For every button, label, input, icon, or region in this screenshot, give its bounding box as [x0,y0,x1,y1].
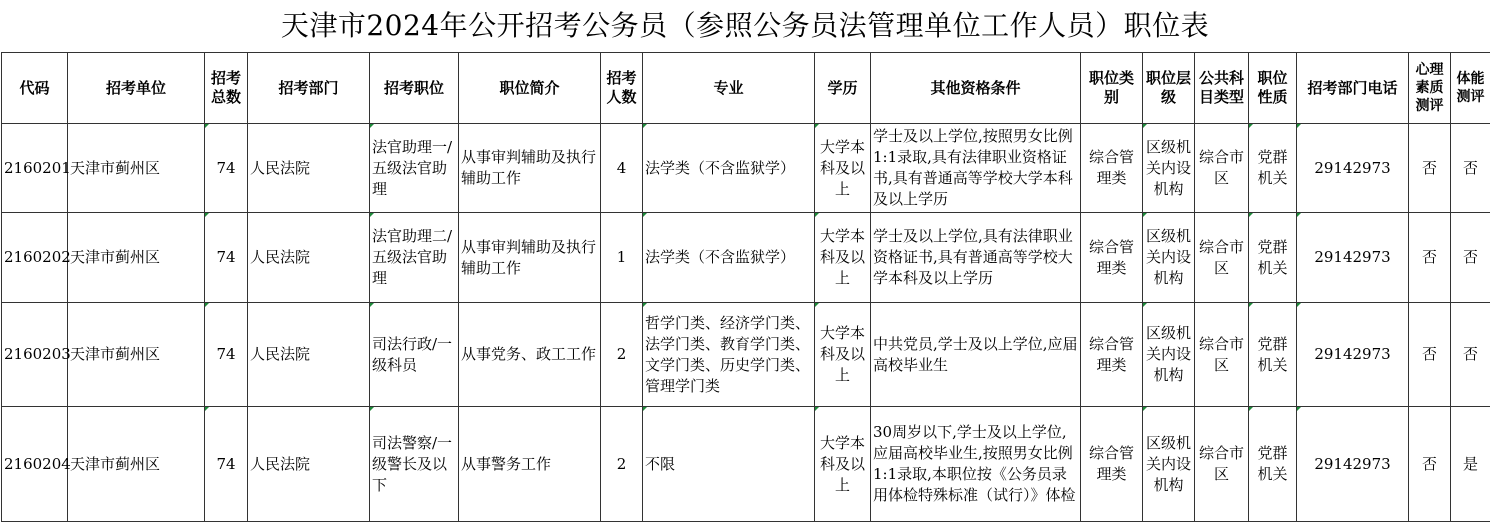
cell-intro: 从事审判辅助及执行辅助工作 [459,124,601,213]
header-category: 职位类别 [1081,53,1143,124]
cell-phone: 29142973 [1297,124,1409,213]
cell-count: 1 [601,213,643,303]
cell-unit: 天津市蓟州区 [68,124,205,213]
cell-psych: 否 [1409,213,1451,303]
header-count: 招考人数 [601,53,643,124]
cell-intro: 从事警务工作 [459,407,601,522]
header-conditions: 其他资格条件 [871,53,1081,124]
cell-total: 74 [205,407,248,522]
cell-nature: 党群机关 [1249,213,1297,303]
cell-category: 综合管理类 [1081,303,1143,407]
cell-position: 法官助理一/五级法官助理 [370,124,459,213]
cell-major: 不限 [643,407,815,522]
cell-physical: 否 [1451,303,1490,407]
cell-category: 综合管理类 [1081,124,1143,213]
cell-position: 法官助理二/五级法官助理 [370,213,459,303]
header-nature: 职位性质 [1249,53,1297,124]
header-subject-type: 公共科目类型 [1195,53,1249,124]
cell-education: 大学本科及以上 [815,124,871,213]
table-row [2,303,1490,407]
cell-conditions: 学士及以上学位,具有法律职业资格证书,具有普通高等学校大学本科及以上学历 [871,213,1081,303]
cell-code: 2160202 [2,213,68,303]
cell-dept: 人民法院 [248,124,370,213]
cell-nature: 党群机关 [1249,303,1297,407]
cell-position: 司法行政/一级科员 [370,303,459,407]
cell-education: 大学本科及以上 [815,213,871,303]
table-row [2,407,1490,522]
positions-table [1,52,1490,522]
cell-level: 区级机关内设机构 [1143,303,1195,407]
cell-physical: 否 [1451,124,1490,213]
cell-dept: 人民法院 [248,407,370,522]
cell-subject-type: 综合市区 [1195,303,1249,407]
table-row [2,124,1490,213]
cell-physical: 是 [1451,407,1490,522]
header-unit: 招考单位 [68,53,205,124]
cell-psych: 否 [1409,124,1451,213]
cell-code: 2160201 [2,124,68,213]
cell-unit: 天津市蓟州区 [68,303,205,407]
page-title: 天津市2024年公开招考公务员（参照公务员法管理单位工作人员）职位表 [280,9,1210,42]
cell-psych: 否 [1409,303,1451,407]
header-physical: 体能测评 [1451,53,1490,124]
cell-code: 2160203 [2,303,68,407]
cell-total: 74 [205,124,248,213]
cell-dept: 人民法院 [248,303,370,407]
cell-major: 法学类（不含监狱学） [643,213,815,303]
cell-subject-type: 综合市区 [1195,213,1249,303]
cell-phone: 29142973 [1297,213,1409,303]
header-row [2,53,1490,124]
cell-nature: 党群机关 [1249,407,1297,522]
header-major: 专业 [643,53,815,124]
cell-phone: 29142973 [1297,407,1409,522]
cell-dept: 人民法院 [248,213,370,303]
cell-total: 74 [205,213,248,303]
cell-category: 综合管理类 [1081,213,1143,303]
table-row [2,213,1490,303]
cell-nature: 党群机关 [1249,124,1297,213]
cell-total: 74 [205,303,248,407]
cell-physical: 否 [1451,213,1490,303]
cell-conditions: 中共党员,学士及以上学位,应届高校毕业生 [871,303,1081,407]
cell-education: 大学本科及以上 [815,407,871,522]
cell-unit: 天津市蓟州区 [68,407,205,522]
header-phone: 招考部门电话 [1297,53,1409,124]
cell-code: 2160204 [2,407,68,522]
cell-intro: 从事党务、政工工作 [459,303,601,407]
cell-subject-type: 综合市区 [1195,124,1249,213]
header-psych: 心理素质测评 [1409,53,1451,124]
header-total: 招考总数 [205,53,248,124]
cell-category: 综合管理类 [1081,407,1143,522]
header-intro: 职位简介 [459,53,601,124]
cell-level: 区级机关内设机构 [1143,213,1195,303]
cell-conditions: 学士及以上学位,按照男女比例1:1录取,具有法律职业资格证书,具有普通高等学校大学本科及以上学历 [871,124,1081,213]
cell-count: 2 [601,407,643,522]
cell-psych: 否 [1409,407,1451,522]
cell-unit: 天津市蓟州区 [68,213,205,303]
cell-conditions: 30周岁以下,学士及以上学位,应届高校毕业生,按照男女比例1:1录取,本职位按《公务员录用体检特殊标准（试行）》体检 [871,407,1081,522]
cell-level: 区级机关内设机构 [1143,407,1195,522]
cell-level: 区级机关内设机构 [1143,124,1195,213]
header-education: 学历 [815,53,871,124]
cell-position: 司法警察/一级警长及以下 [370,407,459,522]
header-code: 代码 [2,53,68,124]
cell-count: 4 [601,124,643,213]
cell-education: 大学本科及以上 [815,303,871,407]
cell-phone: 29142973 [1297,303,1409,407]
cell-subject-type: 综合市区 [1195,407,1249,522]
header-position: 招考职位 [370,53,459,124]
cell-count: 2 [601,303,643,407]
cell-major: 哲学门类、经济学门类、法学门类、教育学门类、文学门类、历史学门类、管理学门类 [643,303,815,407]
cell-major: 法学类（不含监狱学） [643,124,815,213]
header-dept: 招考部门 [248,53,370,124]
header-level: 职位层级 [1143,53,1195,124]
cell-intro: 从事审判辅助及执行辅助工作 [459,213,601,303]
